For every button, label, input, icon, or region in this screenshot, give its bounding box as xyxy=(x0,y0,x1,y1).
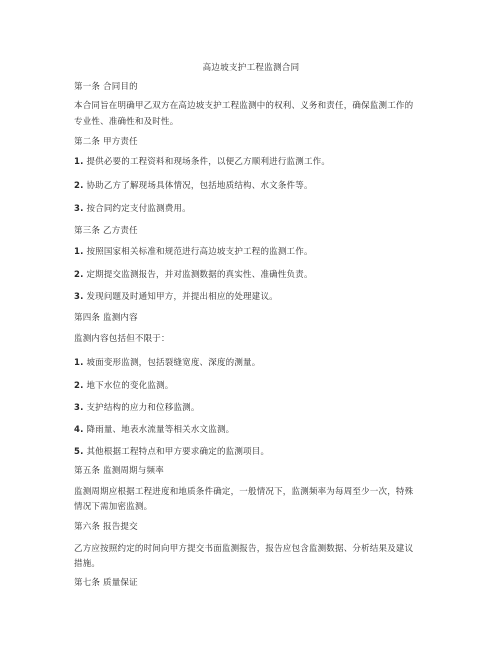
section-heading: 第二条 甲方责任 xyxy=(74,137,138,147)
list-item-text: 地下水位的变化监测。 xyxy=(83,381,174,391)
list-item xyxy=(74,156,330,168)
list-item xyxy=(74,291,278,303)
list-item-text: 支护结构的应力和位移监测。 xyxy=(83,403,200,413)
list-item xyxy=(74,203,191,215)
section-heading: 第三条 乙方责任 xyxy=(74,226,138,236)
list-item-text: 其他根据工程特点和甲方要求确定的监测项目。 xyxy=(83,447,270,457)
paragraph-line: 监测内容包括但不限于： xyxy=(74,334,170,344)
list-item xyxy=(74,424,234,436)
section-heading: 第五条 监测周期与频率 xyxy=(74,466,164,476)
list-item-number: 1. xyxy=(74,247,84,257)
list-item xyxy=(74,246,313,258)
paragraph-line: 乙方应按照约定的时间向甲方提交书面监测报告，报告应包含监测数据、分析结果及建议 xyxy=(74,544,414,554)
paragraph-line: 专业性、准确性和及时性。 xyxy=(74,117,179,127)
paragraph-line: 监测周期应根据工程进度和地质条件确定，一般情况下，监测频率为每周至少一次，特殊 xyxy=(74,487,414,497)
paragraph-line: 措施。 xyxy=(74,559,101,569)
list-item xyxy=(74,269,313,281)
section-heading: 第七条 质量保证 xyxy=(74,578,138,588)
section-heading: 第一条 合同目的 xyxy=(74,82,138,92)
list-item-text: 按合同约定支付监测费用。 xyxy=(83,204,191,214)
list-item-text: 发现问题及时通知甲方，并提出相应的处理建议。 xyxy=(83,292,278,302)
list-item-number: 2. xyxy=(74,181,84,191)
list-item xyxy=(74,380,173,392)
list-item-number: 4. xyxy=(74,425,84,435)
list-item-text: 提供必要的工程资料和现场条件，以便乙方顺利进行监测工作。 xyxy=(83,157,331,167)
section-heading: 第四条 监测内容 xyxy=(74,313,138,323)
list-item-number: 3. xyxy=(74,292,84,302)
list-item-number: 5. xyxy=(74,447,84,457)
section-heading: 第六条 报告提交 xyxy=(74,522,138,532)
paragraph-line: 情况下需加密监测。 xyxy=(74,502,153,512)
list-item-text: 坡面变形监测，包括裂缝宽度、深度的测量。 xyxy=(83,358,261,368)
list-item xyxy=(74,446,269,458)
list-item-number: 2. xyxy=(74,270,84,280)
list-item-text: 定期提交监测报告，并对监测数据的真实性、准确性负责。 xyxy=(83,270,313,280)
list-item-text: 协助乙方了解现场具体情况，包括地质结构、水文条件等。 xyxy=(83,181,313,191)
list-item xyxy=(74,180,313,192)
list-item-number: 2. xyxy=(74,381,84,391)
list-item-number: 3. xyxy=(74,204,84,214)
list-item-text: 按照国家相关标准和规范进行高边坡支护工程的监测工作。 xyxy=(83,247,313,257)
list-item xyxy=(74,402,200,414)
list-item-number: 1. xyxy=(74,358,84,368)
list-item-number: 1. xyxy=(74,157,84,167)
list-item xyxy=(74,357,260,369)
paragraph-line: 本合同旨在明确甲乙双方在高边坡支护工程监测中的权利、义务和责任，确保监测工作的 xyxy=(74,101,414,111)
list-item-number: 3. xyxy=(74,403,84,413)
document-title: 高边坡支护工程监测合同 xyxy=(202,63,300,73)
list-item-text: 降雨量、地表水流量等相关水文监测。 xyxy=(83,425,235,435)
